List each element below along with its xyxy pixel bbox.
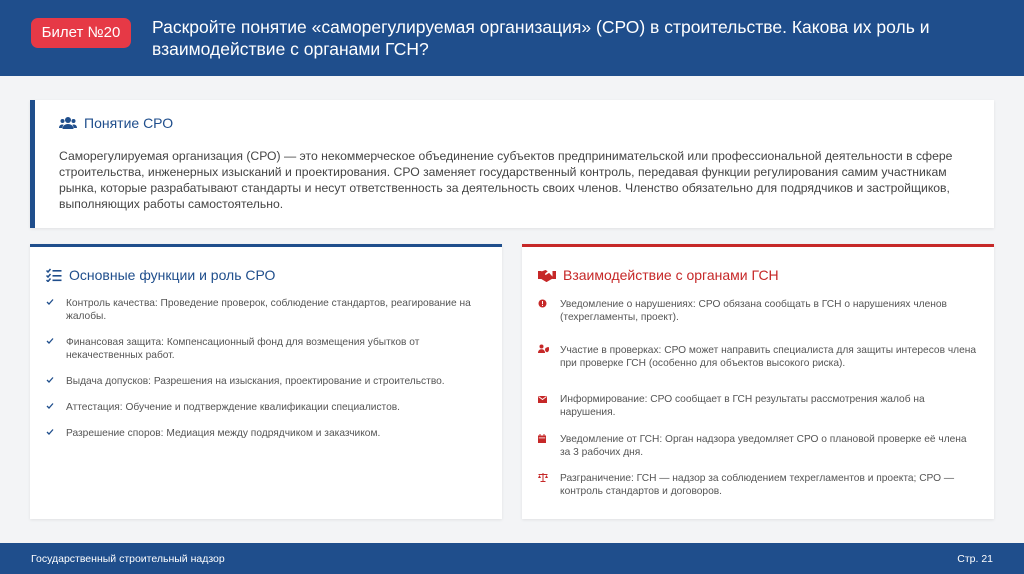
interaction-item-text: Уведомление о нарушениях: СРО обязана сообщать в ГСН о нарушениях членов (техрегламенты, проект).	[560, 299, 947, 323]
checklist-icon	[46, 268, 62, 282]
functions-header	[46, 267, 275, 283]
footer-bar	[0, 543, 1024, 574]
list-item-text: Выдача допусков: Разрешения на изыскания, проектирование и строительство.	[66, 376, 445, 387]
interaction-heading: Взаимодействие с органами ГСН	[563, 267, 779, 283]
interaction-item	[538, 433, 978, 459]
interaction-card	[522, 244, 994, 519]
list-item-text: Аттестация: Обучение и подтверждение квалификации специалистов.	[66, 402, 401, 413]
user-shield-icon	[538, 344, 549, 353]
page-number: Стр. 21	[957, 553, 993, 565]
calendar-icon	[538, 434, 546, 443]
concept-heading: Понятие СРО	[84, 115, 174, 131]
interaction-item-text: Информирование: СРО сообщает в ГСН результаты рассмотрения жалоб на нарушения.	[560, 394, 925, 418]
handshake-icon	[538, 269, 556, 282]
list-item	[46, 297, 486, 323]
functions-list	[46, 297, 486, 453]
concept-header	[59, 115, 173, 131]
check-icon	[46, 402, 54, 410]
interaction-item-text: Разграничение: ГСН — надзор за соблюдением техрегламентов и проекта; СРО — контроль стандартов и договоров.	[560, 473, 955, 497]
envelope-icon	[538, 395, 547, 403]
check-icon	[46, 428, 54, 436]
scales-icon	[538, 473, 548, 482]
alert-icon	[538, 299, 547, 308]
list-item	[46, 401, 486, 414]
interaction-item	[538, 298, 978, 324]
interaction-item	[538, 393, 978, 419]
list-item-text: Контроль качества: Проведение проверок, соблюдение стандартов, реагирование на жалобы.	[66, 298, 471, 322]
check-icon	[46, 376, 54, 384]
list-item-text: Разрешение споров: Медиация между подрядчиком и заказчиком.	[66, 428, 381, 439]
interaction-item-text: Уведомление от ГСН: Орган надзора уведомляет СРО о плановой проверке её члена за 3 рабочих дня.	[560, 434, 967, 458]
users-icon	[59, 116, 77, 130]
page-title: Раскройте понятие «саморегулируемая организация» (СРО) в строительстве. Какова их роль и взаимодействие с органами ГСН?	[152, 17, 930, 59]
list-item-text: Финансовая защита: Компенсационный фонд для возмещения убытков от некачественных работ.	[66, 337, 420, 361]
interaction-item	[538, 344, 978, 370]
list-item	[46, 375, 486, 388]
functions-heading: Основные функции и роль СРО	[69, 267, 276, 283]
ticket-badge: Билет №20	[31, 18, 131, 48]
footer-title: Государственный строительный надзор	[31, 553, 225, 565]
concept-card	[30, 100, 994, 228]
concept-text: Саморегулируемая организация (СРО) — это некоммерческое объединение субъектов предпринимательской или профессиональной деятельности в сфере строительства, инженерных изысканий и проектирования. СРО заменяет государственный контроль, передавая функции регулирования самим участникам рынка, которые разрабатывают стандарты и несут ответственность за деятельность своих членов. Членство обязательно для подрядчиков и застройщиков, выполняющих работы самостоятельно.	[59, 149, 953, 211]
functions-card	[30, 244, 502, 519]
interaction-header	[538, 267, 779, 283]
list-item	[46, 427, 486, 440]
interaction-item	[538, 472, 978, 498]
list-item	[46, 336, 486, 362]
check-icon	[46, 337, 54, 345]
check-icon	[46, 298, 54, 306]
header-bar	[0, 0, 1024, 76]
interaction-item-text: Участие в проверках: СРО может направить специалиста для защиты интересов члена при проверке ГСН (особенно для объектов высокого риска).	[560, 345, 977, 369]
